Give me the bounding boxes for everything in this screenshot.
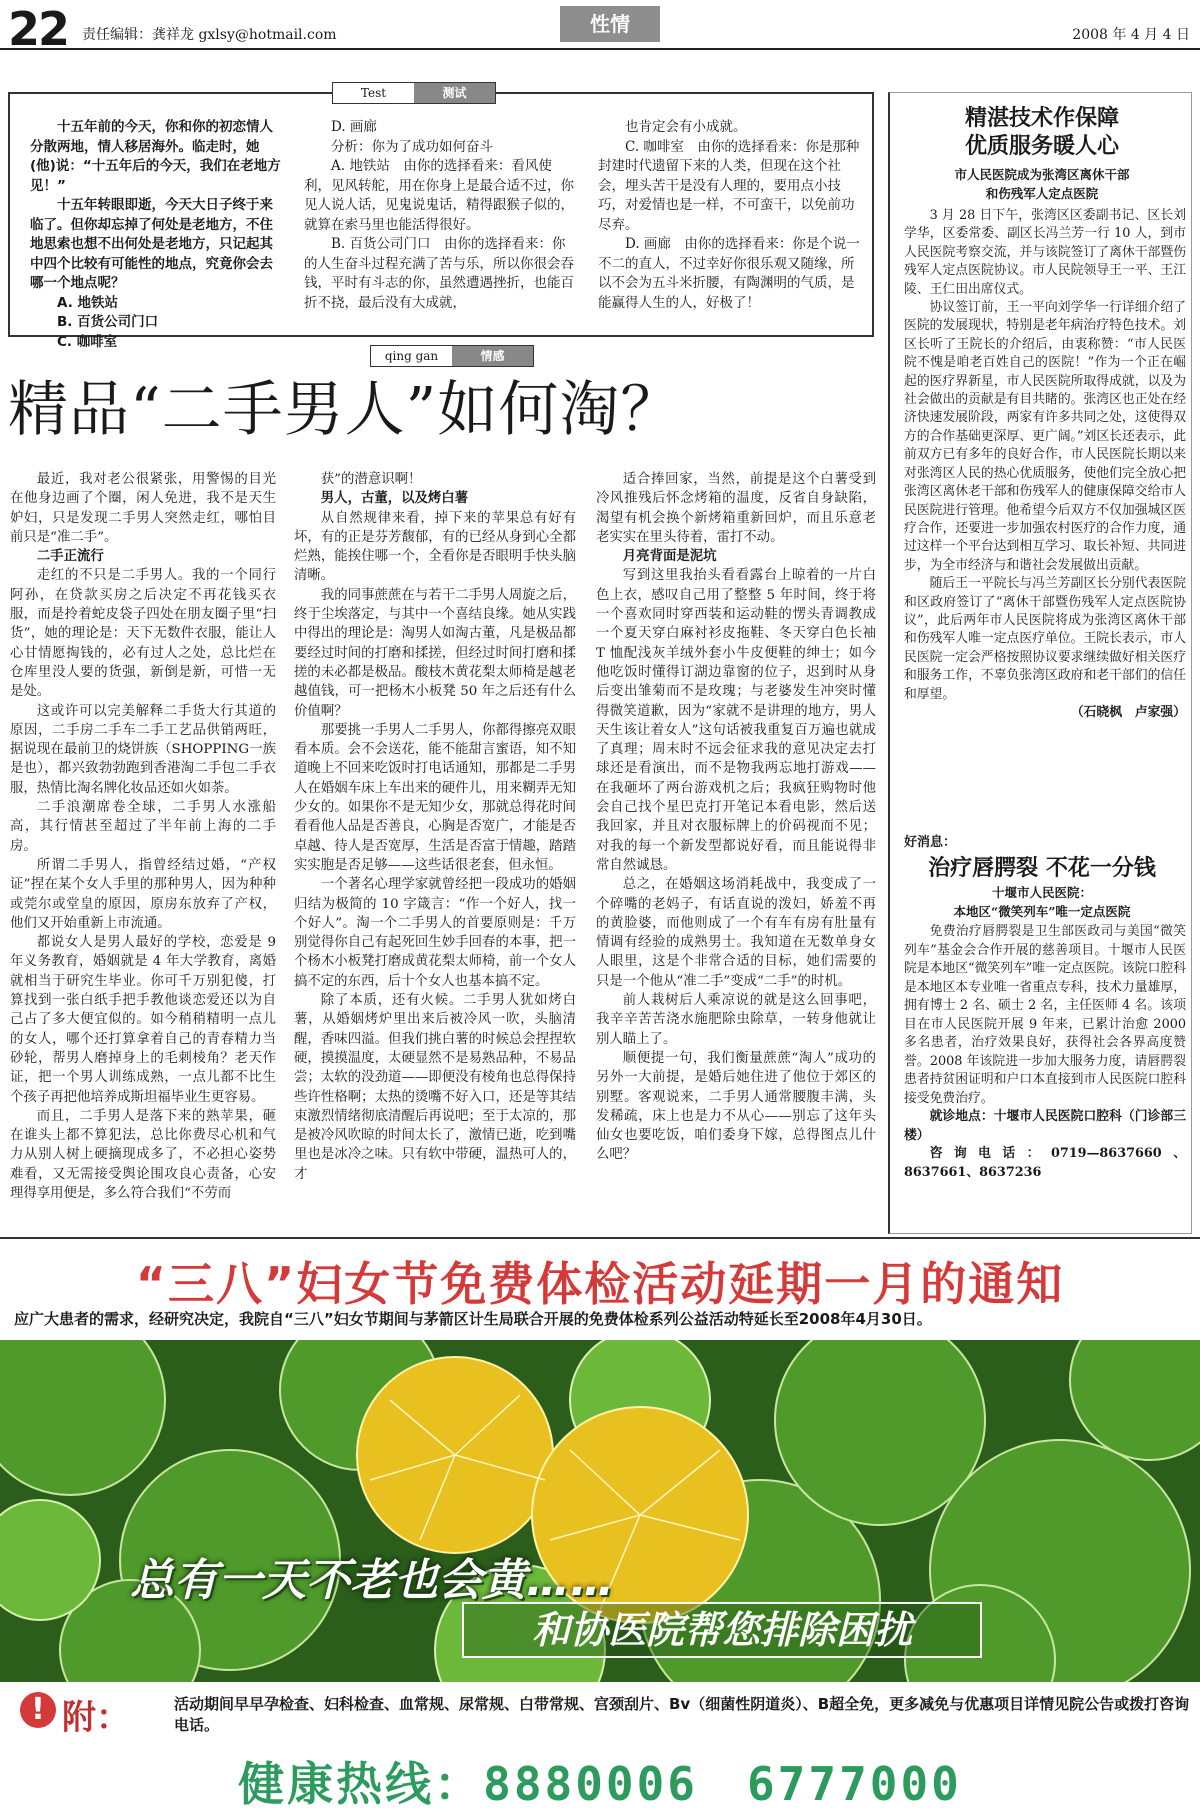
test-paragraph: B. 百货公司门口 由你的选择看来：你的人生奋斗过程充满了苦与乐，所以你很会吞钱，平时有斗志的你，虽然遭遇挫折，也能百折不挠，最后没有大成就，: [304, 236, 574, 311]
editor-credit: 责任编辑：龚祥龙 gxlsy@hotmail.com: [82, 27, 337, 43]
exclamation-icon: !: [20, 1692, 56, 1728]
sidebar-paragraph: 随后王一平院长与冯兰芳副区长分别代表医院和区政府签订了“离休干部暨伤残军人定点医院协议”，此后两年市人民医院将成为张湾区离休干部和伤残军人唯一定点医疗单位。王院长表示，市人民医院一定会严格按照协议要求继续做好相关医疗和服务工作，不辜负张湾区政府和老干部们的信任和厚望。: [904, 576, 1186, 702]
health-hotline: 健康热线：8880006 6777000: [238, 1757, 962, 1811]
test-paragraph: 分析：你为了成功如何奋斗: [331, 138, 493, 155]
sidebar-title: 精湛技术作保障 优质服务暖人心: [964, 106, 1119, 159]
test-column-1: [30, 118, 282, 352]
feature-paragraph: 那要挑一手男人二手男人，你都得擦亮双眼看本质。会不会送花，能不能甜言蜜语，知不知道晚上不回来吃饭时打电话通知，那都是二手男人在婚姻车床上车出来的硬件儿，用来糊弄无知少女的。如果你不是无知少女，那就总得花时间看看他人品是否善良，心胸是否宽广，才能是否卓越、待人是否宽厚，生活是否富于情趣，踏踏实实胞是否足够——这些话很老套，但永恒。: [294, 722, 576, 873]
ad-slogan-box: 和协医院帮您排除困扰: [462, 1602, 982, 1658]
feature-subheading: 男人，古董，以及烤白薯: [320, 490, 469, 507]
cleft-ad-address: 就诊地点：十堰市人民医院口腔科（门诊部三楼）: [904, 1109, 1186, 1143]
ad-title: “三八”妇女节免费体检活动延期一月的通知: [135, 1257, 1065, 1311]
feature-paragraph: 适合捧回家，当然，前提是这个白薯受到冷风推残后怀念烤箱的温度，反省自身缺陷，渴望有机会换个新烤箱重新回炉，而且乐意老老实实在里头待着，雷打不动。: [596, 472, 876, 545]
test-paragraph: A. 地铁站 由你的选择看来：看风使利，见风转舵，用在你身上是最合适不过，你见人说人话，见鬼说鬼话，精得跟猴子似的，就算在索马里也能活得很好。: [304, 158, 574, 233]
cleft-ad-paragraph: 免费治疗唇腭裂是卫生部医政司与美国“微笑列车”基金会合作开展的慈善项目。十堰市人民医院是本地区“微笑列车”唯一定点医院。该院口腔科是本地区本专业唯一省重点专科，技术力量雄厚，拥有博士 2 名、硕士 2 名，主任医师 4 名。该项目在市人民医院开展 9 年来，已累计治愈 2000 多名患者，治疗效果良好，获得社会各界高度赞誉。2008 年该院进一步加大服务力度，请唇腭裂患者持贫困证明和户口本直接到市人民医院口腔科接受免费治疗。: [904, 924, 1186, 1106]
ad-note: 应广大患者的需求，经研究决定，我院自“三八”妇女节期间与茅箭区计生局联合开展的免费体检系列公益活动特延长至2008年4月30日。: [14, 1310, 932, 1328]
feature-headline: 精品“二手男人”如何淘？: [8, 375, 682, 445]
sidebar-paragraph: 3 月 28 日下午，张湾区区委副书记、区长刘学华，区委常委、副区长冯兰芳一行 10 人，到市人民医院考察交流，并与该院签订了离休干部暨伤残军人定点医院协议。市人民院领导王一平、王江陵、王仁田出席仪式。: [904, 208, 1186, 297]
feature-paragraph: 最近，我对老公很紧张，用警惕的目光在他身边画了个圈，闲人免进，我不是天生妒妇，只是发现二手男人突然走红，哪怕目前只是“准二手”。: [10, 472, 276, 545]
test-option: C. 咖啡室: [57, 333, 118, 350]
test-paragraph: C. 咖啡室 由你的选择看来：你是那种封建时代遗留下来的人类，但现在这个社会，埋头苦干是没有人理的，要用点小技巧，对爱情也是一样，不可蛮干，以免前功尽弃。: [598, 138, 860, 233]
test-paragraph: D. 画廊: [331, 119, 377, 135]
test-tag: [332, 82, 496, 104]
test-column-2: [304, 118, 576, 313]
good-news-label: 好消息：: [904, 835, 957, 850]
feature-column-1: [10, 470, 276, 1203]
feature-subheading: 月亮背面是泥坑: [622, 548, 717, 565]
appendix-label: 附：: [62, 1698, 130, 1738]
cleft-ad-title: 治疗唇腭裂 不花一分钱: [928, 856, 1156, 881]
appendix-text: 活动期间早早孕检查、妇科检查、血常规、尿常规、白带常规、宫颈刮片、Bv（细菌性阴道炎）、B超全免，更多减免与优惠项目详情见院公告或拨打咨询电话。: [174, 1695, 1190, 1734]
cleft-ad-subtitle: 十堰市人民医院： 本地区“微笑列车”唯一定点医院: [953, 885, 1131, 919]
feature-column-2: [294, 470, 576, 1184]
sidebar-body: [904, 207, 1186, 722]
test-paragraph: D. 画廊 由你的选择看来：你是个说一不二的直人，不过幸好你很乐观又随缘，所以不会为五斗米折腰，有陶渊明的气质，是能赢得人生的人，好极了！: [598, 236, 860, 311]
test-paragraph: 十五年转眼即逝，今天大日子终于来临了。但你却忘掉了何处是老地方，不住地思索也想不出何处是老地方，只记起其中四个比较有可能性的地点，究竟你会去哪一个地点呢？: [30, 197, 273, 291]
ad-slogan: 总有一天不老也会黄……: [130, 1555, 614, 1606]
test-column-3: [598, 118, 864, 313]
cleft-ad-body: [904, 923, 1186, 1182]
feature-paragraph: 总之，在婚姻这场消耗战中，我变成了一个碎嘴的老妈子，有话直说的泼妇，娇羞不再的黄脸婆，而他则成了一个有车有房有肚量有情调有经验的成熟男士。我知道在无数单身女人眼里，这是个非常合适的目标，她们需要的只是一个他从“准二手”变成“二手”的时机。: [596, 877, 876, 989]
issue-date: 2008 年 4 月 4 日: [1072, 27, 1190, 43]
test-paragraph: 十五年前的今天，你和你的初恋情人分散两地，情人移居海外。临走时，她(他)说：“十五年后的今天，我们在老地方见！”: [30, 119, 281, 194]
section-divider: [0, 1237, 1200, 1239]
test-paragraph: 也肯定会有小成就。: [625, 119, 747, 135]
feature-paragraph: 我的同事蔗蔗在与若干二手男人周旋之后，终于尘埃落定，与其中一个喜结良缘。她从实践中得出的理论是：淘男人如淘古董，凡是极品都要经过时间的打磨和揉搓，但经过时间打磨和揉搓的未必都是极品。酸枝木黄花梨太师椅是越老越值钱，可一把杨木小板凳 50 年之后还有什么价值啊？: [294, 587, 576, 719]
sidebar-byline: （石晓枫 卢家强）: [1070, 704, 1186, 720]
section-tag: 性情: [560, 6, 660, 42]
sidebar-paragraph: 协议签订前，王一平向刘学华一行详细介绍了医院的发展现状，特别是老年病治疗特色技术。刘区长听了王院长的介绍后，由衷称赞：“市人民医院不愧是咱老百姓自己的医院！”作为一个正在崛起的医疗界新星，市人民医院所取得成就，以及为社会做出的贡献是有目共睹的。张湾区也正处在经济快速发展阶段，两家有许多共同之处，这使得双方的合作基础更深厚、更广阔。”刘区长还表示，此前双方已有多年的良好合作，市人民医院长期以来对张湾区人民的热心优质服务，使他们完全放心把张湾区离休老干部和伤残军人的健康保障交给市人民医院进行管理。他希望今后双方不仅加强城区医疗合作，还要进一步加强农村医疗的合作力度，通过这样一个平台达到相互学习、取长补短、共同进步，为全市经济与和谐社会发展做出贡献。: [904, 300, 1186, 573]
feature-paragraph: 二手浪潮席卷全球，二手男人水涨船高，其行情甚至超过了半年前上海的二手房。: [10, 800, 276, 854]
feature-paragraph: 一个著名心理学家就曾经把一段成功的婚姻归结为极简的 10 字箴言：“作一个好人，找一个好人”。淘一个二手男人的首要原则是：千万别觉得你自己有起死回生妙手回春的本事，把一个杨木小板凳打磨成黄花梨太师椅，前一个女人搞不定的东西，后十个女人也基本搞不定。: [294, 877, 576, 989]
feature-paragraph: 写到这里我抬头看看露台上晾着的一片白色上衣，感叹自己用了整整 5 年时间，终于将一个喜欢同时穿西装和运动鞋的愣头青调教成一个夏天穿白麻衬衫皮拖鞋、冬天穿白色长袖 T 恤配浅灰羊绒外套小牛皮便鞋的绅士；如今他吃饭时懂得订湖边靠窗的位子，迟到时从身后变出雏菊而不是玫瑰；与老婆发生冲突时懂得微笑道歉，因为“家就不是讲理的地方，男人天生该让着女人”这句话被我重复百万遍也就成了真理；周末时不远会征求我的意见决定去打球还是看演出，而不是物我两忘地打游戏——在我砸坏了两台游戏机之后；我疯狂购物时他会自己找个星巴克打开笔记本看电影，然后送我回家，并且对衣服标牌上的价码视而不见；对我的每一个新发型都说好看，而且能说得非常自然诚恳。: [596, 568, 876, 873]
test-option: A. 地铁站: [57, 294, 119, 311]
feature-tag-en: qing gan: [384, 349, 439, 363]
feature-paragraph: 这或许可以完美解释二手货大行其道的原因，二手房二手车二手工艺品供销两旺，据说现在最前卫的烧饼族（SHOPPING一族是也），都兴致勃勃跑到香港淘二手包二手衣服，热情比淘名牌化妆品还如火如荼。: [10, 703, 276, 796]
feature-column-3: [596, 470, 876, 1165]
sidebar-subtitle: 市人民医院成为张湾区离休干部 和伤残军人定点医院: [954, 167, 1130, 201]
sidebar: [888, 92, 1192, 1234]
feature-paragraph: 而且，二手男人是落下来的熟苹果，砸在谁头上都不算犯法，总比你费尽心机和气力从别人树上硬摘现成多了，不必担心姿势难看，又无需接受舆论围攻良心责备，心安理得享用便是，多么符合我们“不劳而: [10, 1108, 276, 1201]
feature-subheading: 二手正流行: [36, 548, 104, 565]
feature-paragraph: 除了本质，还有火候。二手男人犹如烤白薯，从婚姻烤炉里出来后被冷风一吹，头脑清醒，香味四溢。但我们挑白薯的时候总会捏捏软硬，摸摸温度，太硬显然不是易熟品种，不易品尝；太软的没劲道——即便没有棱角也总得保持些许性格啊；太热的烫嘴不好入口，还是等其结束激烈情绪彻底清醒后再说吧；至于太凉的，那是被冷风吹晾的时间太长了，激情已逝，吃到嘴里也是冰冷之味。只有软中带硬，温热可人的，才: [294, 993, 576, 1182]
test-tag-zh: 测试: [414, 83, 495, 103]
test-box: [8, 86, 874, 350]
test-option: B. 百货公司门口: [57, 314, 159, 330]
cleft-ad-phone: 咨询电话：0719—8637660、8637661、8637236: [904, 1146, 1186, 1180]
feature-paragraph: 前人栽树后人乘凉说的就是这么回事吧，我辛辛苦苦浇水施肥除虫除草，一转身他就让别人瞄上了。: [596, 993, 876, 1047]
feature-paragraph: 从自然规律来看，掉下来的苹果总有好有坏，有的正是芬芳馥郁，有的已经从身到心全都烂熟，能挨住哪一个，全看你是否眼明手快头脑清晰。: [294, 510, 576, 584]
test-tag-en: Test: [360, 86, 387, 100]
feature-paragraph: 顺便提一句，我们衡量蔗蔗“淘人”成功的另外一大前提，是婚后她住进了他位于郊区的别墅。客观说来，二手男人通常腰腹丰满，头发稀疏，床上也是力不从心——别忘了这年头仙女也要吃饭，咱们委身下嫁，总得图点儿什么吧？: [596, 1050, 876, 1163]
feature-paragraph: 获”的潜意识啊！: [320, 472, 422, 487]
feature-paragraph: 走红的不只是二手男人。我的一个同行阿孙，在贷款买房之后决定不再花钱买衣服，而是拎着蛇皮袋子四处在朋友圈子里“扫货”，她的理论是：天下无数件衣服，能让人心甘情愿掏钱的，必有过人之处，总比烂在仓库里没人要的货强，新倒是新，可惜一无是处。: [10, 568, 276, 700]
page-number: 22: [8, 2, 69, 56]
feature-tag: [370, 345, 534, 367]
feature-paragraph: 所谓二手男人，指曾经结过婚，“产权证”捏在某个女人手里的那种男人，因为种种或莞尔或堂皇的原因，原房东放弃了产权，他们又开始重新上市流通。: [10, 857, 276, 931]
feature-paragraph: 都说女人是男人最好的学校，恋爱是 9 年义务教育，婚姻就是 4 年大学教育，离婚就相当于研究生毕业。你可千万别犯傻，打算找到一张白纸手把手教他谈恋爱还以为自己占了多大便宜似的。如今稍稍精明一点儿的女人，哪个还打算拿着自己的青春精力当砂轮，帮男人磨掉身上的毛刺棱角？老天作证，把一个男人训练成熟，一点儿都不比生个孩子再把他培养成斯坦福毕业生更容易。: [10, 935, 276, 1105]
feature-tag-zh: 情感: [452, 346, 533, 366]
